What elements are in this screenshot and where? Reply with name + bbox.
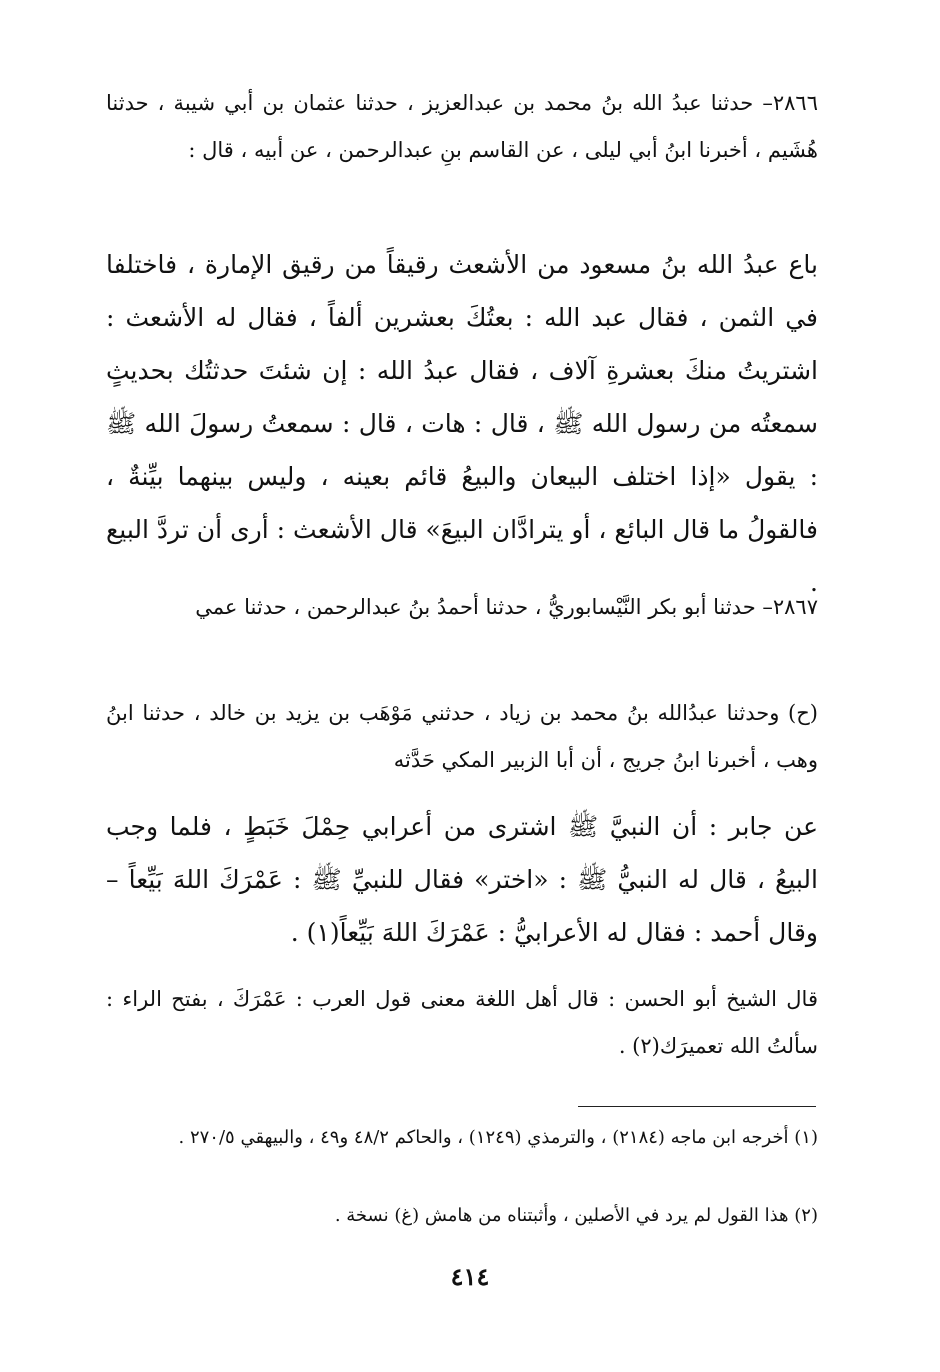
hadith-2867-isnad-2-text: (ح) وحدثنا عبدُالله بنُ محمد بن زياد ، حدثني مَوْهَب بن يزيد بن خالد ، حدثنا ابنُ وهب ، أخبرنا ابنُ جريج ، أن أبا الزبير المكي حَدَّثه <box>106 701 818 772</box>
hadith-2867-isnad-2 <box>106 690 818 784</box>
hadith-2866-isnad-text: ٢٨٦٦– حدثنا عبدُ الله بنُ محمد بن عبدالعزيز ، حدثنا عثمان بن أبي شيبة ، حدثنا هُشَيم ، أخبرنا ابنُ أبي ليلى ، عن القاسم بنِ عبدالرحمن ، عن أبيه ، قال : <box>106 91 818 162</box>
hadith-2867-note <box>106 976 818 1070</box>
hadith-2867-matn <box>106 800 818 959</box>
hadith-2866-matn <box>106 238 818 609</box>
hadith-2866-matn-text: باع عبدُ الله بنُ مسعود من الأشعث رقيقاً من رقيق الإمارة ، فاختلفا في الثمن ، فقال عبد الله : بعتُكَ بعشرين ألفاً ، فقال له الأشعث : اشتريتُ منكَ بعشرةِ آلاف ، فقال عبدُ الله : إن شئتَ حدثتُك بحديثٍ سمعتُه من رسول الله ﷺ ، قال : هات ، قال : سمعتُ رسولَ الله ﷺ : يقول «إذا اختلف البيعان والبيعُ قائم بعينه ، وليس بينهما بيِّنةٌ ، فالقولُ ما قال البائع ، أو يترادَّان البيعَ» قال الأشعث : أرى أن تردَّ البيع . <box>106 250 818 597</box>
hadith-2867-matn-text: عن جابر : أن النبيَّ ﷺ اشترى من أعرابي حِمْلَ خَبَطٍ ، فلما وجب البيعُ ، قال له النبيُّ ﷺ : «اختر» فقال للنبيِّ ﷺ : عَمْرَكَ اللهَ بَيِّعاً – وقال أحمد : فقال له الأعرابيُّ : عَمْرَكَ اللهَ بَيِّعاً(١) . <box>106 812 818 947</box>
page-number: ٤١٤ <box>450 1262 490 1291</box>
footnote-separator <box>578 1106 816 1107</box>
footnote-2-text: (٢) هذا القول لم يرد في الأصلين ، وأثبتناه من هامش (غ) نسخة . <box>334 1205 818 1226</box>
hadith-2866-isnad <box>106 80 818 174</box>
footnote-2 <box>106 1196 818 1236</box>
hadith-2867-isnad-1-text: ٢٨٦٧– حدثنا أبو بكر النَّيْسابوريُّ ، حدثنا أحمدُ بنُ عبدالرحمن ، حدثنا عمي <box>195 595 818 619</box>
hadith-2867-isnad-1 <box>106 584 818 631</box>
footnote-1 <box>106 1118 818 1158</box>
hadith-2867-note-text: قال الشيخ أبو الحسن : قال أهل اللغة معنى قول العرب : عَمْرَكَ ، بفتح الراء : سألتُ الله تعميرَك(٢) . <box>106 987 818 1058</box>
footnote-1-text: (١) أخرجه ابن ماجه (٢١٨٤) ، والترمذي (١٢٤٩) ، والحاكم ٤٨/٢ و٤٩ ، والبيهقي ٢٧٠/٥ . <box>178 1127 818 1148</box>
